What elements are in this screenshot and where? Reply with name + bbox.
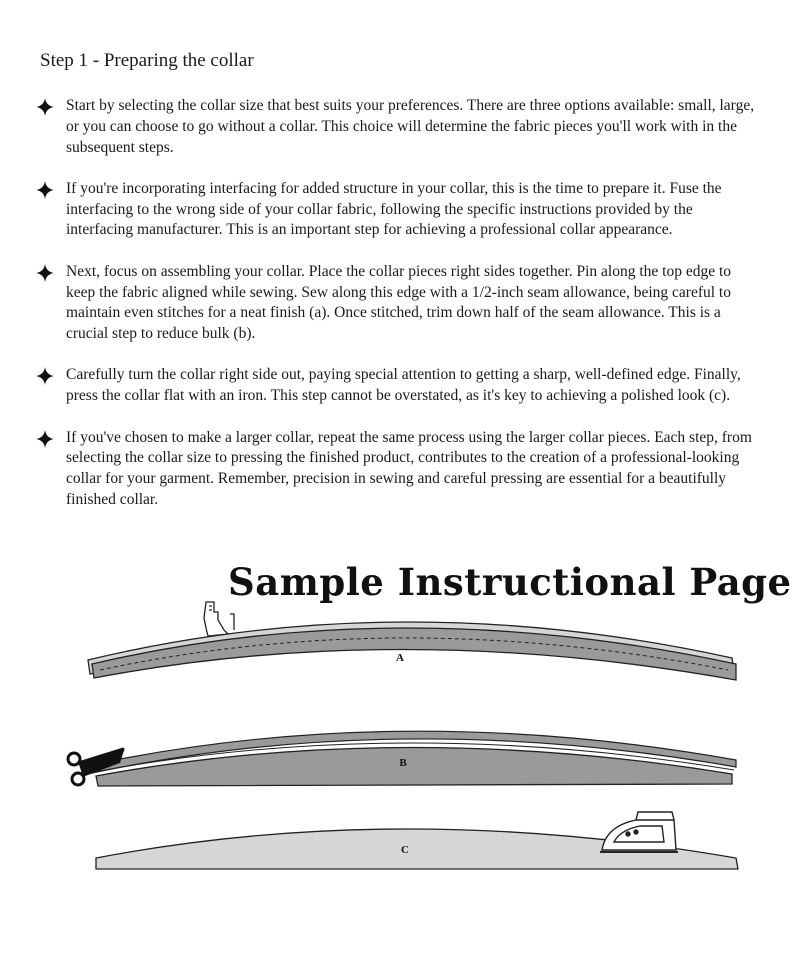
collar-piece-b [90,731,736,786]
instruction-item [36,428,756,511]
instruction-text: Start by selecting the collar size that best suits your preferences. There are three options available: small, large, or you can choose to go without a collar. This choice will determine the fabric pieces you'll work with in the subsequent steps. [66,97,755,156]
iron-icon [600,812,678,852]
four-point-star-icon [36,264,54,282]
four-point-star-icon [36,367,54,385]
piece-label-a: A [396,652,404,664]
step-heading: Step 1 - Preparing the collar [40,50,254,71]
sample-watermark: Sample Instructional Page [228,560,792,604]
collar-illustration [0,590,794,890]
four-point-star-icon [36,98,54,116]
instruction-text: Carefully turn the collar right side out, paying special attention to getting a sharp, well-defined edge. Finally, press the collar flat with an iron. This step cannot be overstated, as it's key to achieving a polished look (c). [66,366,741,405]
four-point-star-icon [36,430,54,448]
piece-label-c: C [401,844,409,856]
presser-foot-icon [204,602,234,636]
instruction-text: If you're incorporating interfacing for added structure in your collar, this is the time to prepare it. Fuse the interfacing to the wrong side of your collar fabric, following the specific instructions provided by the interfacing manufacturer. This is an important step for achieving a professional collar appearance. [66,179,722,239]
instruction-item [36,365,756,407]
instruction-item [36,262,756,345]
instruction-text: Next, focus on assembling your collar. Place the collar pieces right sides together. Pin along the top edge to keep the fabric aligned while sewing. Sew along this edge with a 1/2-inch seam allowance, being careful to maintain even stitches for a neat finish (a). Once stitched, trim down half of the seam allowance. This is a crucial step to reduce bulk (b). [66,262,732,343]
collar-piece-a [88,622,736,680]
piece-label-b: B [399,757,407,769]
instruction-item [36,96,756,158]
instruction-text: If you've chosen to make a larger collar, repeat the same process using the larger collar pieces. Each step, from selecting the collar size to pressing the finished product, contributes to the creation of a professional-looking collar for your garment. Remember, precision in sewing and careful pressing are essential for a beautifully finished collar. [66,428,752,508]
instruction-list [36,96,756,531]
instruction-item [36,179,756,241]
four-point-star-icon [36,181,54,199]
